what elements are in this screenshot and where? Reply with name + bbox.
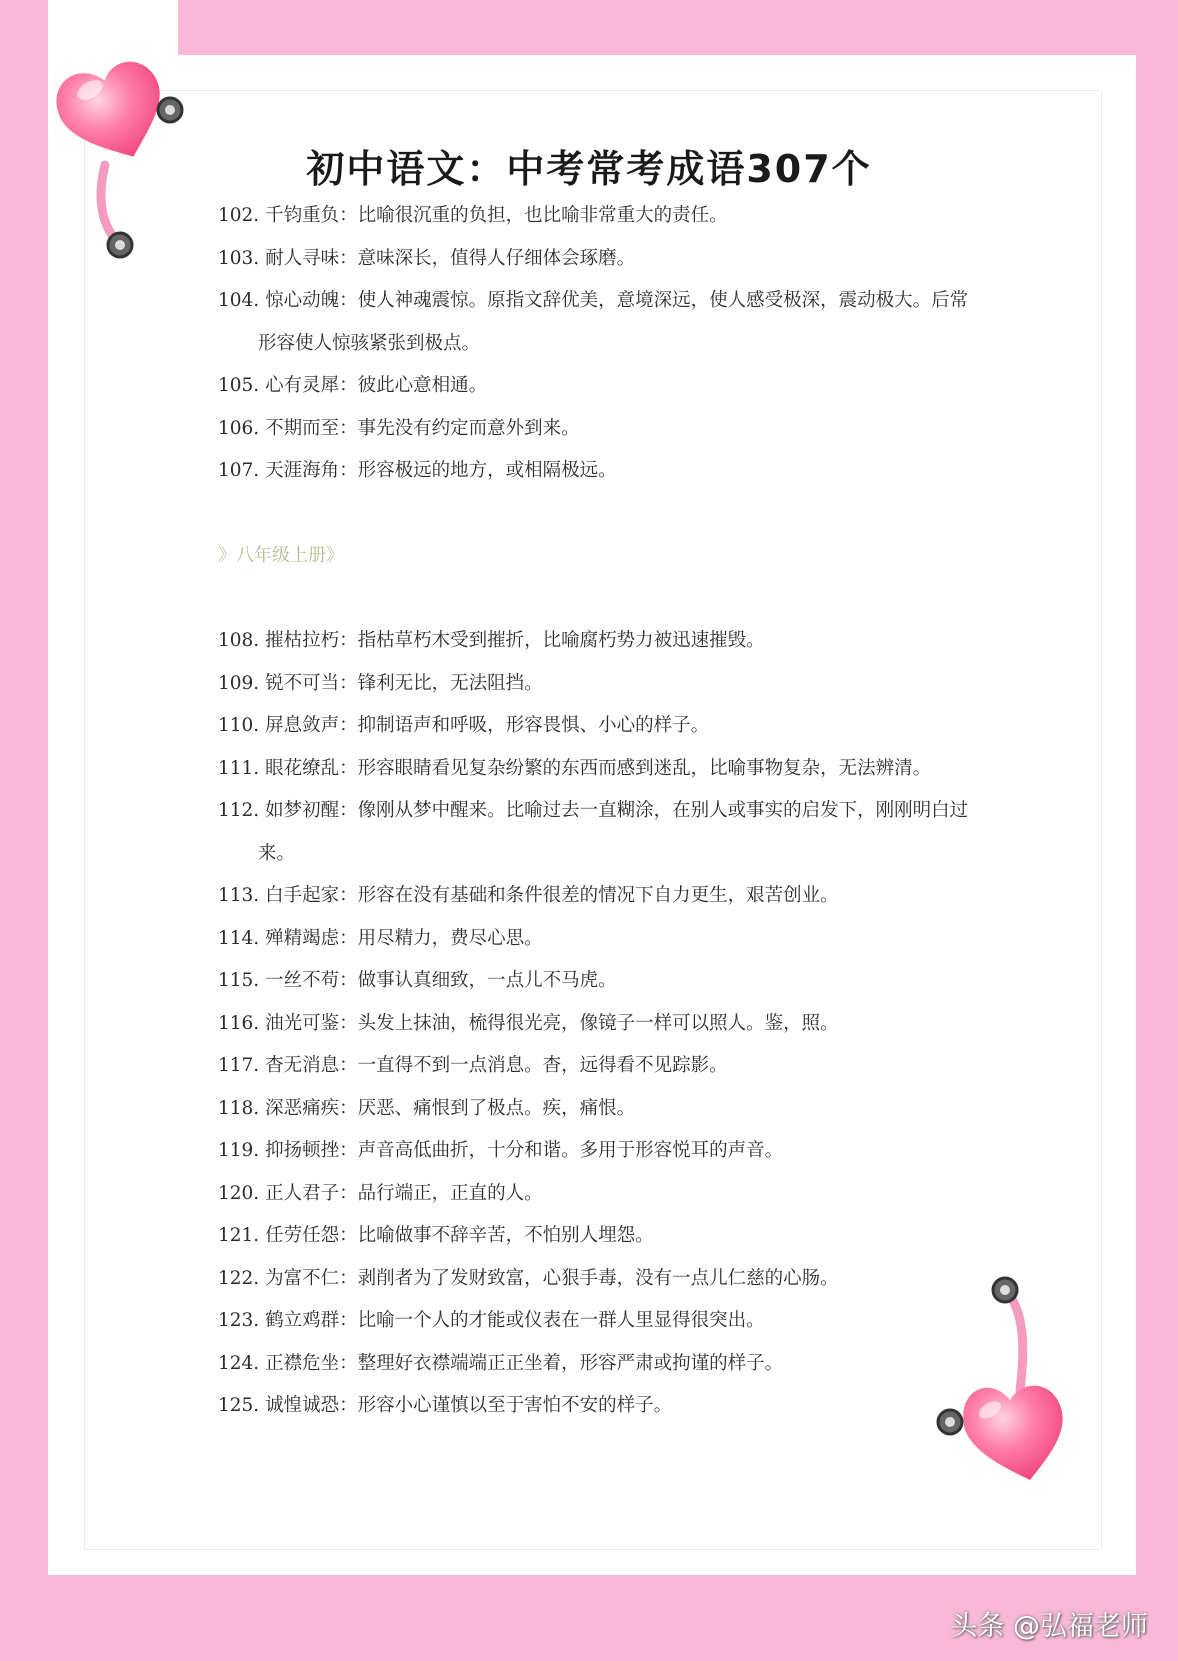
idiom-entry [218,663,978,706]
idiom-entry [218,1130,978,1173]
idiom-entry-continuation: 来。 [258,842,296,864]
idiom-entry [218,1258,978,1301]
idiom-entry [218,1173,978,1216]
idiom-entry-text: 123. 鹤立鸡群：比喻一个人的才能或仪表在一群人里显得很突出。 [218,1310,765,1331]
idiom-entry [218,748,978,791]
idiom-entry-text: 120. 正人君子：品行端正，正直的人。 [218,1182,543,1204]
idiom-entry-text: 109. 锐不可当：锋利无比，无法阻挡。 [218,672,543,694]
idiom-entry-text: 111. 眼花缭乱：形容眼睛看见复杂纷繁的东西而感到迷乱，比喻事物复杂，无法辨清。 [218,757,932,779]
idiom-entry [218,1300,978,1343]
idiom-entry-text: 112. 如梦初醒：像刚从梦中醒来。比喻过去一直糊涂，在别人或事实的启发下，刚刚明白过 [218,800,969,821]
idiom-entry [218,1385,978,1428]
idiom-entry-text: 105. 心有灵犀：彼此心意相通。 [218,375,488,396]
idiom-entry-text: 118. 深恶痛疾：厌恶、痛恨到了极点。疾，痛恨。 [218,1097,636,1119]
idiom-entry-text: 121. 任劳任怨：比喻做事不辞辛苦，不怕别人埋怨。 [218,1225,654,1246]
idiom-entry [218,705,978,748]
idiom-entry [218,875,978,918]
idiom-entry [218,1045,978,1088]
idiom-entry-text: 119. 抑扬顿挫：声音高低曲折，十分和谐。多用于形容悦耳的声音。 [218,1140,784,1161]
idiom-entry-text: 110. 屏息敛声：抑制语声和呼吸，形容畏惧、小心的样子。 [218,715,710,736]
page-title: 初中语文：中考常考成语307个 [306,147,872,191]
idiom-list [218,195,978,1428]
idiom-entry-text: 115. 一丝不苟：做事认真细致，一点儿不马虎。 [218,970,617,991]
idiom-entry [218,1088,978,1131]
idiom-entry-continuation: 形容使人惊骇紧张到极点。 [258,332,481,354]
idiom-entry-text: 107. 天涯海角：形容极远的地方，或相隔极远。 [218,460,617,481]
idiom-entry-text: 122. 为富不仁：剥削者为了发财致富，心狠手毒，没有一点儿仁慈的心肠。 [218,1267,839,1289]
idiom-entry [218,1003,978,1046]
frame-left-band [0,0,48,1375]
idiom-entry [218,1343,978,1386]
idiom-entry [218,408,978,451]
idiom-entry-text: 116. 油光可鉴：头发上抹油，梳得很光亮，像镜子一样可以照人。鉴，照。 [218,1012,839,1034]
idiom-entry-text: 104. 惊心动魄：使人神魂震惊。原指文辞优美，意境深远，使人感受极深，震动极大。后常 [218,290,969,311]
section-heading: 》八年级上册》 [218,545,344,566]
watermark: 头条 @弘福老师 [950,1611,1148,1642]
idiom-entry [218,620,978,663]
idiom-entry [218,918,978,961]
idiom-entry-text: 103. 耐人寻味：意味深长，值得人仔细体会琢磨。 [218,247,636,269]
idiom-entry-text: 108. 摧枯拉朽：指枯草朽木受到摧折，比喻腐朽势力被迅速摧毁。 [218,630,765,651]
idiom-entry-text: 117. 杳无消息：一直得不到一点消息。杳，远得看不见踪影。 [218,1055,728,1076]
frame-top-band [178,0,1178,55]
idiom-list-bottom [218,620,978,1428]
idiom-entry-text: 114. 殚精竭虑：用尽精力，费尽心思。 [218,927,543,949]
spacer [218,578,978,621]
idiom-entry [218,960,978,1003]
idiom-entry [218,280,978,365]
idiom-entry [218,238,978,281]
idiom-entry-text: 125. 诚惶诚恐：形容小心谨慎以至于害怕不安的样子。 [218,1395,673,1416]
idiom-entry [218,790,978,875]
idiom-entry-text: 124. 正襟危坐：整理好衣襟端端正正坐着，形容严肃或拘谨的样子。 [218,1352,784,1374]
spacer [218,493,978,536]
idiom-entry [218,365,978,408]
idiom-entry-text: 106. 不期而至：事先没有约定而意外到来。 [218,417,580,439]
idiom-entry [218,1215,978,1258]
idiom-entry [218,450,978,493]
frame-right-band [1136,55,1178,1661]
idiom-entry [218,195,978,238]
idiom-entry-text: 102. 千钧重负：比喻很沉重的负担，也比喻非常重大的责任。 [218,205,728,226]
idiom-list-top [218,195,978,493]
frame-bottom-left-band [0,1375,48,1575]
idiom-entry-text: 113. 白手起家：形容在没有基础和条件很差的情况下自力更生，艰苦创业。 [218,885,839,906]
